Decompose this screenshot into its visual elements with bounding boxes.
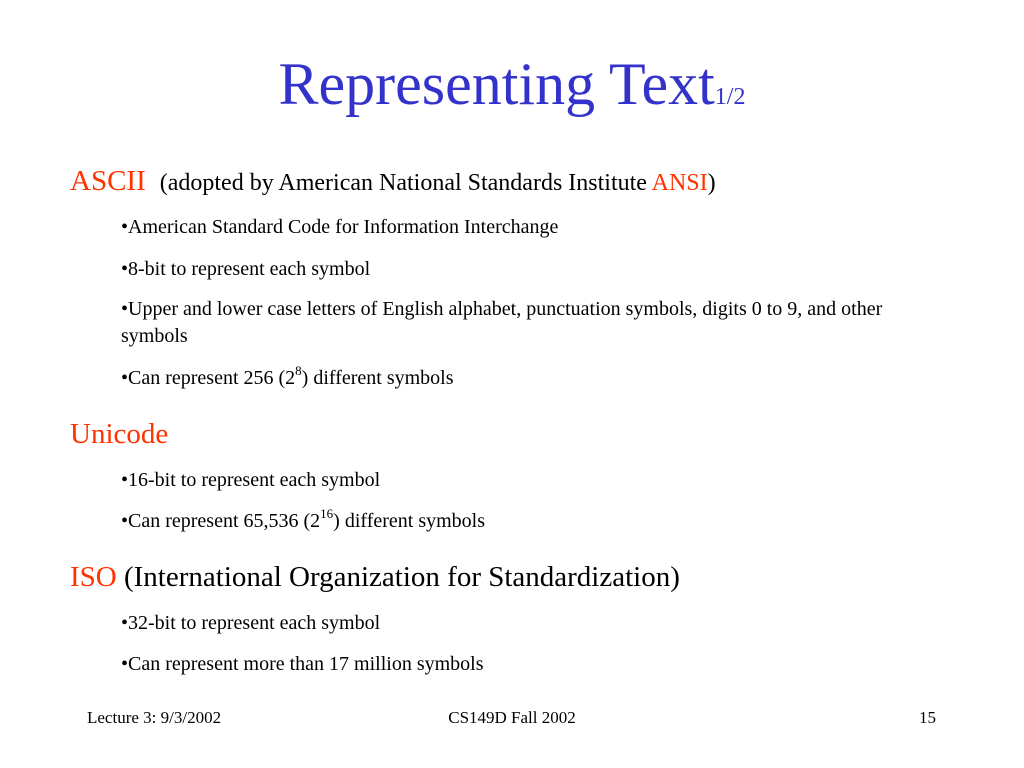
ascii-count-suffix: ) different symbols	[301, 367, 454, 389]
ansi-label: ANSI	[651, 170, 708, 196]
ascii-bullet-3: •Upper and lower case letters of English alphabet, punctuation symbols, digits 0 to 9, and other symbols	[121, 298, 883, 347]
ascii-count-exponent: 8	[295, 363, 302, 379]
slide-title	[0, 48, 1024, 133]
iso-label: ISO	[70, 561, 117, 593]
footer-page-number: 15	[919, 708, 936, 727]
iso-heading	[70, 560, 680, 594]
ascii-description-text: (adopted by American National Standards Institute	[159, 170, 652, 196]
footer-course: CS149D Fall 2002	[448, 708, 576, 727]
unicode-count-prefix: •Can represent 65,536 (2	[121, 510, 321, 532]
iso-bullet-2: •Can represent more than 17 million symbols	[121, 653, 484, 675]
unicode-heading	[70, 417, 168, 451]
unicode-count-suffix: ) different symbols	[333, 510, 485, 532]
ascii-count-prefix: •Can represent 256 (2	[121, 367, 296, 389]
ascii-bullet-1: •American Standard Code for Information Interchange	[121, 216, 559, 238]
iso-bullet-1: •32-bit to represent each symbol	[121, 612, 381, 634]
unicode-bullet-1: •16-bit to represent each symbol	[121, 469, 381, 491]
ascii-label: ASCII	[70, 165, 146, 197]
unicode-count-exponent: 16	[320, 506, 334, 522]
slide-title-suffix: 1/2	[714, 84, 746, 110]
ascii-bullet-4	[121, 365, 911, 392]
ascii-bullet-2: •8-bit to represent each symbol	[121, 258, 371, 280]
footer-lecture: Lecture 3: 9/3/2002	[87, 708, 222, 727]
unicode-label: Unicode	[70, 418, 169, 450]
unicode-bullet-2	[121, 508, 911, 535]
ascii-description	[160, 170, 716, 196]
ascii-heading	[70, 164, 716, 200]
slide-title-text: Representing Text	[278, 51, 715, 117]
ascii-description-close: )	[707, 170, 716, 196]
iso-description: (International Organization for Standardization)	[116, 561, 680, 593]
